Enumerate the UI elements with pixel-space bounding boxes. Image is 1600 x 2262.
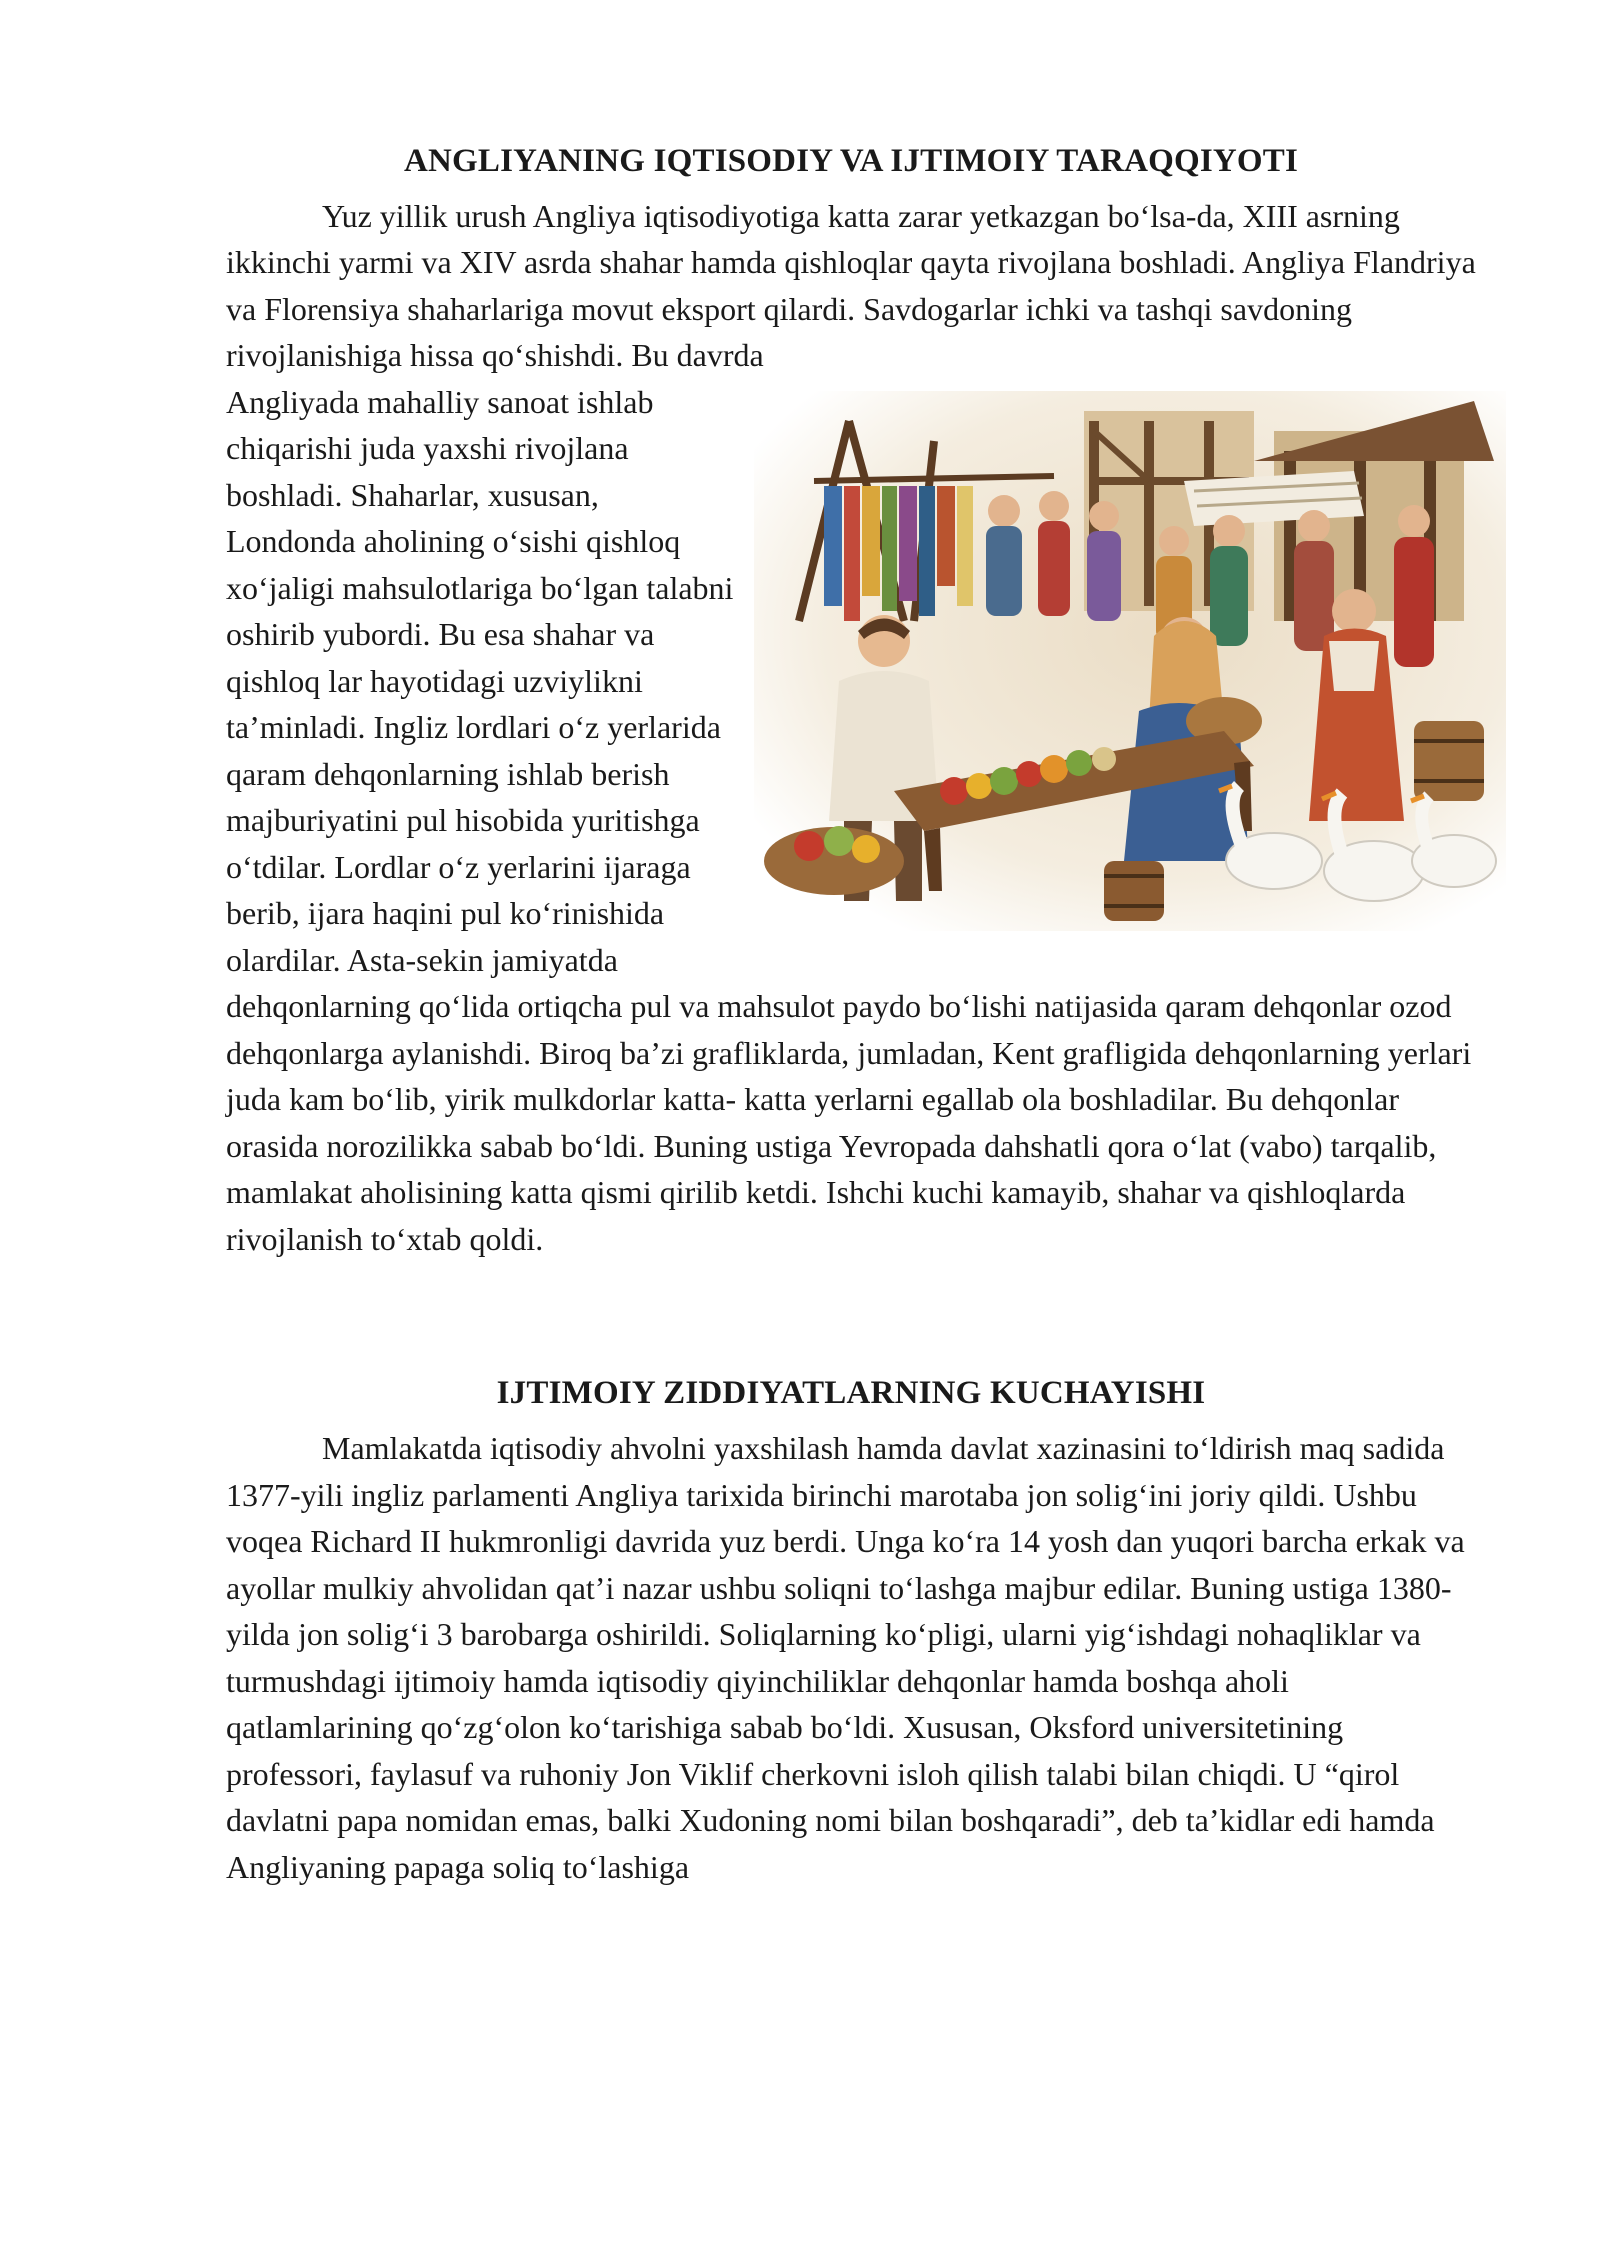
- paragraph-text-social: Mamlakatda iqtisodiy ahvolni yaxshilash hamda davlat xazinasini to‘ldirish maq sadida 1377-yili ingliz parlamenti Angliya tarixida birinchi marotaba jon solig‘ini joriy qildi. Ushbu voqea Richard II hukmronligi davrida yuz berdi. Unga ko‘ra 14 yosh dan yuqori barcha erkak va ayollar mulkiy ahvolidan qat’i nazar ushbu soliqni to‘lashga majbur edilar. Buning ustiga 1380-yilda jon solig‘i 3 barobarga oshirildi. Soliqlarning ko‘pligi, ularni yig‘ishdagi nohaqliklar va turmushdagi ijtimoiy hamda iqtisodiy qiyinchiliklar dehqonlar hamda boshqa aholi qatlamlarining qo‘zg‘olon ko‘tarishiga sabab bo‘ldi. Xususan, Oksford universitetining professori, faylasuf va ruhoniy Jon Viklif cherkovni isloh qilish talabi bilan chiqdi. U “qirol davlatni papa nomidan emas, balki Xudoning nomi bilan boshqaradi”, deb ta’kidlar edi hamda Angliyaning papaga soliq to‘lashiga: [226, 1430, 1465, 1885]
- paragraph-economic-development-continued: [226, 379, 1476, 1263]
- section-gap: [226, 1262, 1476, 1372]
- paragraph-social-conflicts: [226, 1425, 1476, 1890]
- section-title-economic-development: ANGLIYANING IQTISODIY VA IJTIMOIY TARAQQIYOTI: [403, 143, 1299, 179]
- paragraph-text-intro: Yuz yillik urush Angliya iqtisodiyotiga katta zarar yetkazgan bo‘lsa-da, XIII asrning ikkinchi yarmi va XIV asrda shahar hamda qishloqlar qayta rivojlana boshladi. Angliya Flandriya va Florensiya shaharlariga movut eksport qilardi. Savdogarlar ichki va tashqi savdoning rivojlanishiga hissa qo‘shishdi. Bu davrda: [226, 197, 1476, 374]
- document-page: [226, 140, 1476, 1890]
- section-title-social-conflicts: IJTIMOIY ZIDDIYATLARNING KUCHAYISHI: [496, 1375, 1206, 1412]
- market-illustration: [754, 391, 1506, 931]
- paragraph-economic-development: [226, 193, 1476, 379]
- medieval-market-illustration-icon: [754, 391, 1506, 931]
- paragraph-text-main: Angliyada mahalliy sanoat ishlab chiqarishi juda yaxshi rivojlana boshladi. Shaharlar, xususan, Londonda aholining o‘sishi qishloq xo‘jaligi mahsulotlariga bo‘lgan talabni oshirib yubordi. Bu esa shahar va qishloq lar hayotidagi uzviylikni ta’minladi. Ingliz lordlari o‘z yerlarida qaram dehqonlarning ishlab berish majburiyatini pul hisobida yuritishga o‘tdilar. Lordlar o‘z yerlarini ijaraga berib, ijara haqini pul ko‘rinishida olardilar. Asta-sekin jamiyatda dehqonlarning qo‘lida ortiqcha pul va mahsulot paydo bo‘lishi natijasida qaram dehqonlar ozod dehqonlarga aylanishdi. Biroq ba’zi grafliklarda, jumladan, Kent grafligida dehqonlarning yerlari juda kam bo‘lib, yirik mulkdorlar katta- katta yerlarni egallab ola boshladilar. Bu dehqonlar orasida norozilikka sabab bo‘ldi. Buning ustiga Yevropada dahshatli qora o‘lat (vabo) tarqalib, mamlakat aholisining katta qismi qirilib ketdi. Ishchi kuchi kamayib, shahar va qishloqlarda rivojlanish to‘xtab qoldi.: [226, 383, 1472, 1257]
